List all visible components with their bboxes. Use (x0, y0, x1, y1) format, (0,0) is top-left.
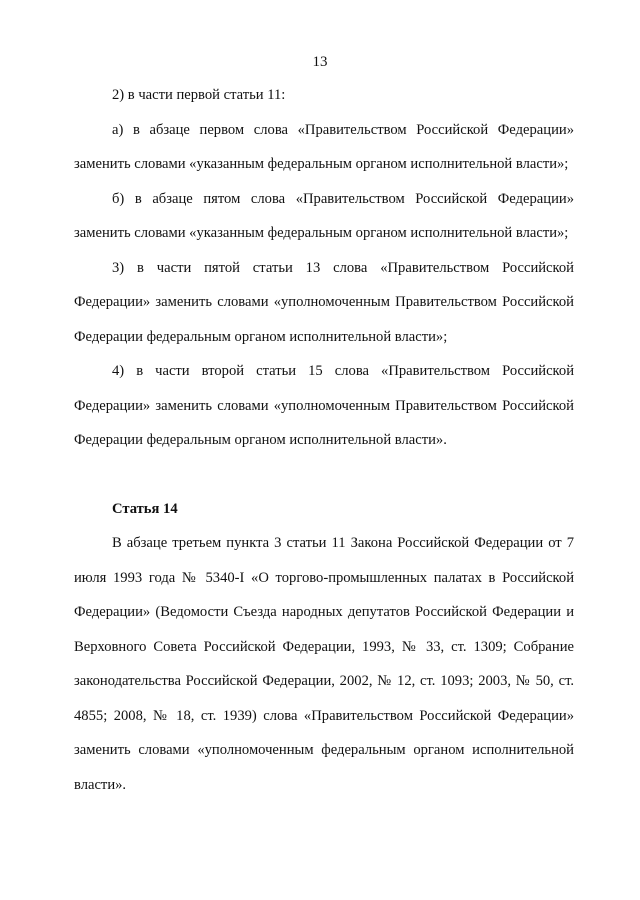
document-body (74, 78, 574, 802)
article-text: В абзаце третьем пункта 3 статьи 11 Закона Российской Федерации от 7 июля 1993 года № 5340-I «О торгово-промышленных палатах в Российской Федерации» (Ведомости Съезда народных депутатов Российской Федерации и Верховного Совета Российской Федерации, 1993, № 33, ст. 1309; Собрание законодательства Российской Федерации, 2002, № 12, ст. 1093; 2003, № 50, ст. 4855; 2008, № 18, ст. 1939) слова «Правительством Российской Федерации» заменить словами «уполномоченным федеральным органом исполнительной власти». (74, 535, 574, 793)
paragraph-item-2: 2) в части первой статьи 11: (112, 87, 286, 103)
paragraph-item-3: 3) в части пятой статьи 13 слова «Правительством Российской Федерации» заменить словами «уполномоченным Правительством Российской Федерации федеральным органом исполнительной власти»; (74, 259, 574, 345)
paragraph-subitem-b: б) в абзаце пятом слова «Правительством Российской Федерации» заменить словами «указанным федеральным органом исполнительной власти»; (74, 190, 574, 241)
paragraph-item-4: 4) в части второй статьи 15 слова «Правительством Российской Федерации» заменить словами «уполномоченным Правительством Российской Федерации федеральным органом исполнительной власти». (74, 363, 574, 448)
page-number: 13 (312, 54, 328, 70)
paragraph-subitem-a: а) в абзаце первом слова «Правительством Российской Федерации» заменить словами «указанным федеральным органом исполнительной власти»; (74, 121, 574, 172)
article-heading: Статья 14 (112, 500, 178, 517)
